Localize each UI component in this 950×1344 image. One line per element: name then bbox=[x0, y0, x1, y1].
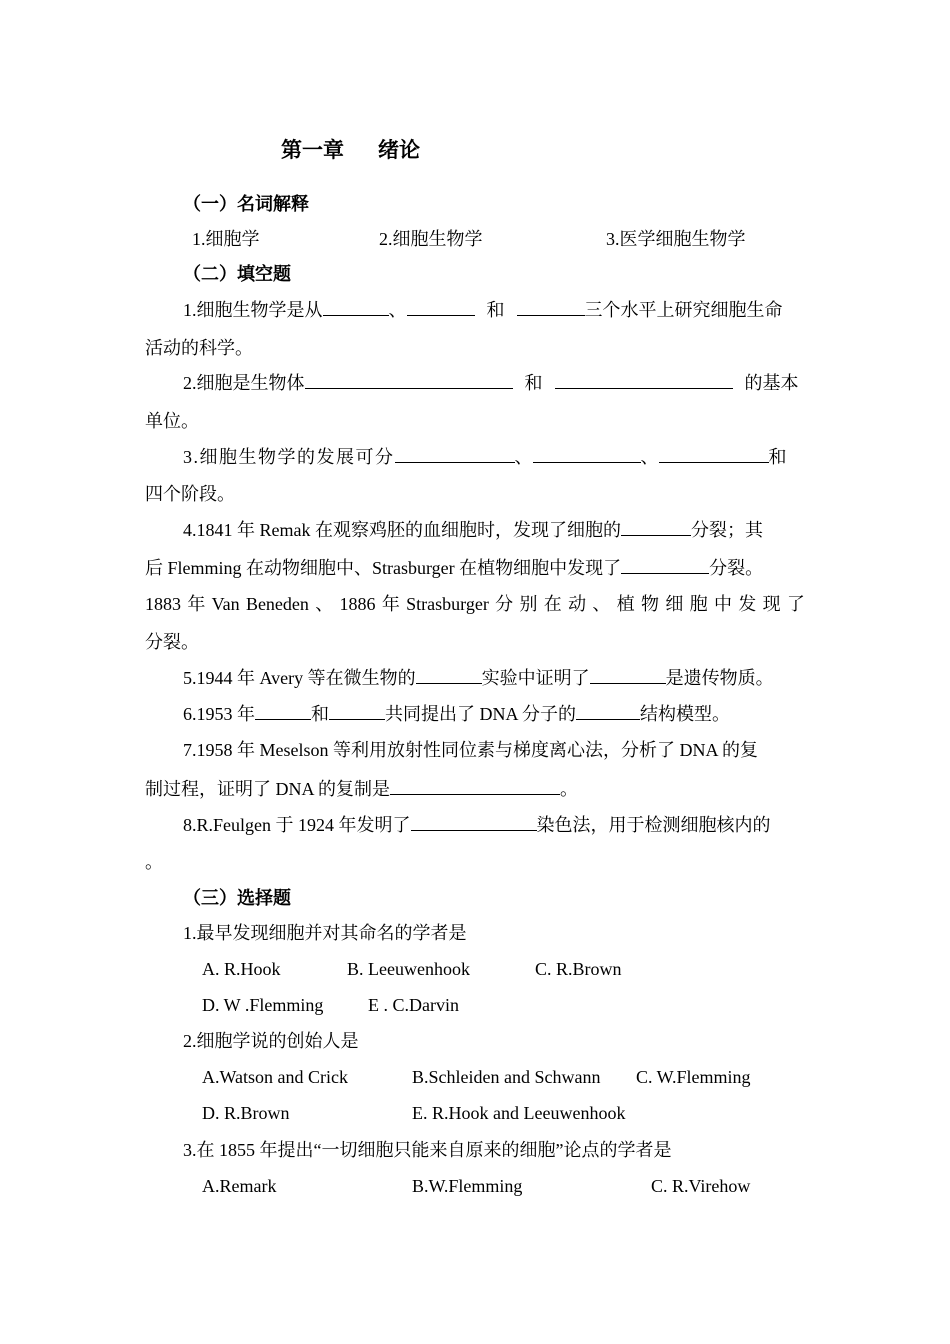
answer-blank bbox=[590, 665, 666, 684]
mc-question-1: 1.最早发现细胞并对其命名的学者是 bbox=[183, 923, 467, 943]
q4-line1-end: 分裂；其 bbox=[690, 520, 763, 540]
q4-line3-token: Strasburger bbox=[406, 594, 489, 614]
mc1-option-b: B. Leeuwenhook bbox=[347, 959, 470, 979]
q4-line3-token: 动 bbox=[568, 594, 587, 614]
answer-blank bbox=[621, 517, 691, 536]
q4-line3-token: 中 bbox=[713, 594, 732, 614]
mc2-option-b: B.Schleiden and Schwann bbox=[412, 1067, 601, 1087]
fill-question-7: 7.1958 年 Meselson 等利用放射性同位素与梯度离心法，分析了 DNA 的复 bbox=[183, 740, 758, 760]
term-3: 3.医学细胞生物学 bbox=[606, 229, 746, 249]
mc3-option-c: C. R.Virehow bbox=[651, 1176, 751, 1196]
mc-question-3: 3.在 1855 年提出“一切细胞只能来自原来的细胞”论点的学者是 bbox=[183, 1140, 672, 1160]
q3-text-a: 3.细胞生物学的发展可分 bbox=[183, 447, 395, 467]
q1-text-a: 1.细胞生物学是从 bbox=[183, 300, 323, 320]
answer-blank bbox=[416, 665, 482, 684]
q5-text-a: 5.1944 年 Avery 等在微生物的 bbox=[183, 668, 416, 688]
section-heading-definitions: （一）名词解释 bbox=[183, 194, 309, 214]
q6-text-c: 共同提出了 DNA 分子的 bbox=[385, 704, 577, 724]
q5-text-b: 实验中证明了 bbox=[481, 668, 590, 688]
fill-question-2-cont: 单位。 bbox=[145, 411, 199, 431]
q4-line3-token: 细 bbox=[665, 594, 684, 614]
q4-line3-token: 发 bbox=[738, 594, 757, 614]
answer-blank bbox=[323, 297, 389, 316]
chapter-number: 第一章 bbox=[281, 138, 344, 162]
q1-and: 和 bbox=[486, 300, 505, 320]
q8-text-a: 8.R.Feulgen 于 1924 年发明了 bbox=[183, 815, 411, 835]
chapter-name: 绪论 bbox=[378, 138, 420, 162]
q4-line3-token: 1883 bbox=[145, 594, 181, 614]
q4-line3-token: 胞 bbox=[689, 594, 708, 614]
fill-question-6 bbox=[183, 701, 730, 726]
mc1-option-d: D. W .Flemming bbox=[202, 995, 324, 1015]
mc3-option-a: A.Remark bbox=[202, 1176, 277, 1196]
answer-blank bbox=[395, 444, 515, 463]
q3-sep1: 、 bbox=[514, 447, 533, 467]
q2-and: 和 bbox=[524, 373, 543, 393]
mc2-option-d: D. R.Brown bbox=[202, 1103, 290, 1123]
fill-question-3-cont: 四个阶段。 bbox=[145, 484, 235, 504]
q4-line3-token: Van bbox=[211, 594, 240, 614]
q4-line3-token: Beneden bbox=[245, 594, 309, 614]
q8-text-b: 染色法，用于检测细胞核内的 bbox=[536, 815, 771, 835]
answer-blank bbox=[305, 370, 513, 389]
fill-question-5 bbox=[183, 665, 774, 690]
q4-line3-token: 年 bbox=[187, 594, 206, 614]
answer-blank bbox=[533, 444, 641, 463]
q4-line2: 后 Flemming 在动物细胞中、Strasburger 在植物细胞中发现了 bbox=[145, 558, 622, 578]
fill-question-4-line2 bbox=[145, 555, 763, 580]
mc-question-2: 2.细胞学说的创始人是 bbox=[183, 1031, 359, 1051]
q6-text-b: 和 bbox=[311, 704, 329, 724]
answer-blank bbox=[255, 701, 311, 720]
answer-blank bbox=[621, 555, 709, 574]
term-1: 1.细胞学 bbox=[192, 229, 260, 249]
answer-blank bbox=[390, 776, 560, 795]
q1-sep: 、 bbox=[388, 300, 407, 320]
q4-line1: 4.1841 年 Remak 在观察鸡胚的血细胞时，发现了细胞的 bbox=[183, 520, 621, 540]
answer-blank bbox=[411, 812, 537, 831]
answer-blank bbox=[576, 701, 640, 720]
fill-question-1 bbox=[183, 297, 783, 322]
q4-line3-token: 了 bbox=[786, 594, 805, 614]
fill-question-2 bbox=[183, 370, 799, 395]
q2-text-a: 2.细胞是生物体 bbox=[183, 373, 305, 393]
mc2-option-e: E. R.Hook and Leeuwenhook bbox=[412, 1103, 626, 1123]
mc1-option-a: A. R.Hook bbox=[202, 959, 281, 979]
answer-blank bbox=[517, 297, 585, 316]
fill-question-3 bbox=[183, 444, 787, 469]
q4-line3-token: 在 bbox=[543, 594, 562, 614]
section-heading-fill-blank: （二）填空题 bbox=[183, 264, 291, 284]
q7-line2: 制过程，证明了 DNA 的复制是 bbox=[145, 779, 391, 799]
q3-sep2: 、 bbox=[640, 447, 659, 467]
fill-question-4 bbox=[183, 517, 763, 542]
q3-text-b: 和 bbox=[768, 447, 787, 467]
q4-line3-token: 分 bbox=[495, 594, 514, 614]
mc3-option-b: B.W.Flemming bbox=[412, 1176, 523, 1196]
q4-line3-token: 现 bbox=[762, 594, 781, 614]
mc1-option-c: C. R.Brown bbox=[535, 959, 622, 979]
q4-line3-token: 植 bbox=[616, 594, 635, 614]
mc1-option-e: E . C.Darvin bbox=[368, 995, 459, 1015]
answer-blank bbox=[659, 444, 769, 463]
q2-text-b: 的基本 bbox=[744, 373, 799, 393]
answer-blank bbox=[555, 370, 733, 389]
answer-blank bbox=[329, 701, 385, 720]
mc2-option-c: C. W.Flemming bbox=[636, 1067, 751, 1087]
q4-line3-token: 别 bbox=[519, 594, 538, 614]
q4-line3-token: 物 bbox=[641, 594, 660, 614]
fill-question-8 bbox=[183, 812, 771, 837]
q4-line3-token: 、 bbox=[315, 594, 334, 614]
q6-text-a: 6.1953 年 bbox=[183, 704, 255, 724]
fill-question-4-line4: 分裂。 bbox=[145, 632, 199, 652]
q4-line3-token: 、 bbox=[592, 594, 611, 614]
q4-line3-token: 年 bbox=[381, 594, 400, 614]
chapter-title bbox=[281, 138, 420, 162]
q1-text-b: 三个水平上研究细胞生命 bbox=[584, 300, 783, 320]
answer-blank bbox=[407, 297, 475, 316]
fill-question-4-line3 bbox=[145, 592, 805, 616]
q6-text-d: 结构模型。 bbox=[640, 704, 731, 724]
q5-text-c: 是遗传物质。 bbox=[665, 668, 774, 688]
section-heading-multiple-choice: （三）选择题 bbox=[183, 888, 291, 908]
fill-question-1-cont: 活动的科学。 bbox=[145, 338, 253, 358]
q4-line2-end: 分裂。 bbox=[709, 558, 764, 578]
q7-line2-end: 。 bbox=[560, 779, 579, 799]
term-2: 2.细胞生物学 bbox=[379, 229, 483, 249]
q4-line3-token: 1886 bbox=[339, 594, 376, 614]
fill-question-7-line2 bbox=[145, 776, 578, 801]
mc2-option-a: A.Watson and Crick bbox=[202, 1067, 349, 1087]
fill-question-8-cont: 。 bbox=[145, 852, 163, 872]
